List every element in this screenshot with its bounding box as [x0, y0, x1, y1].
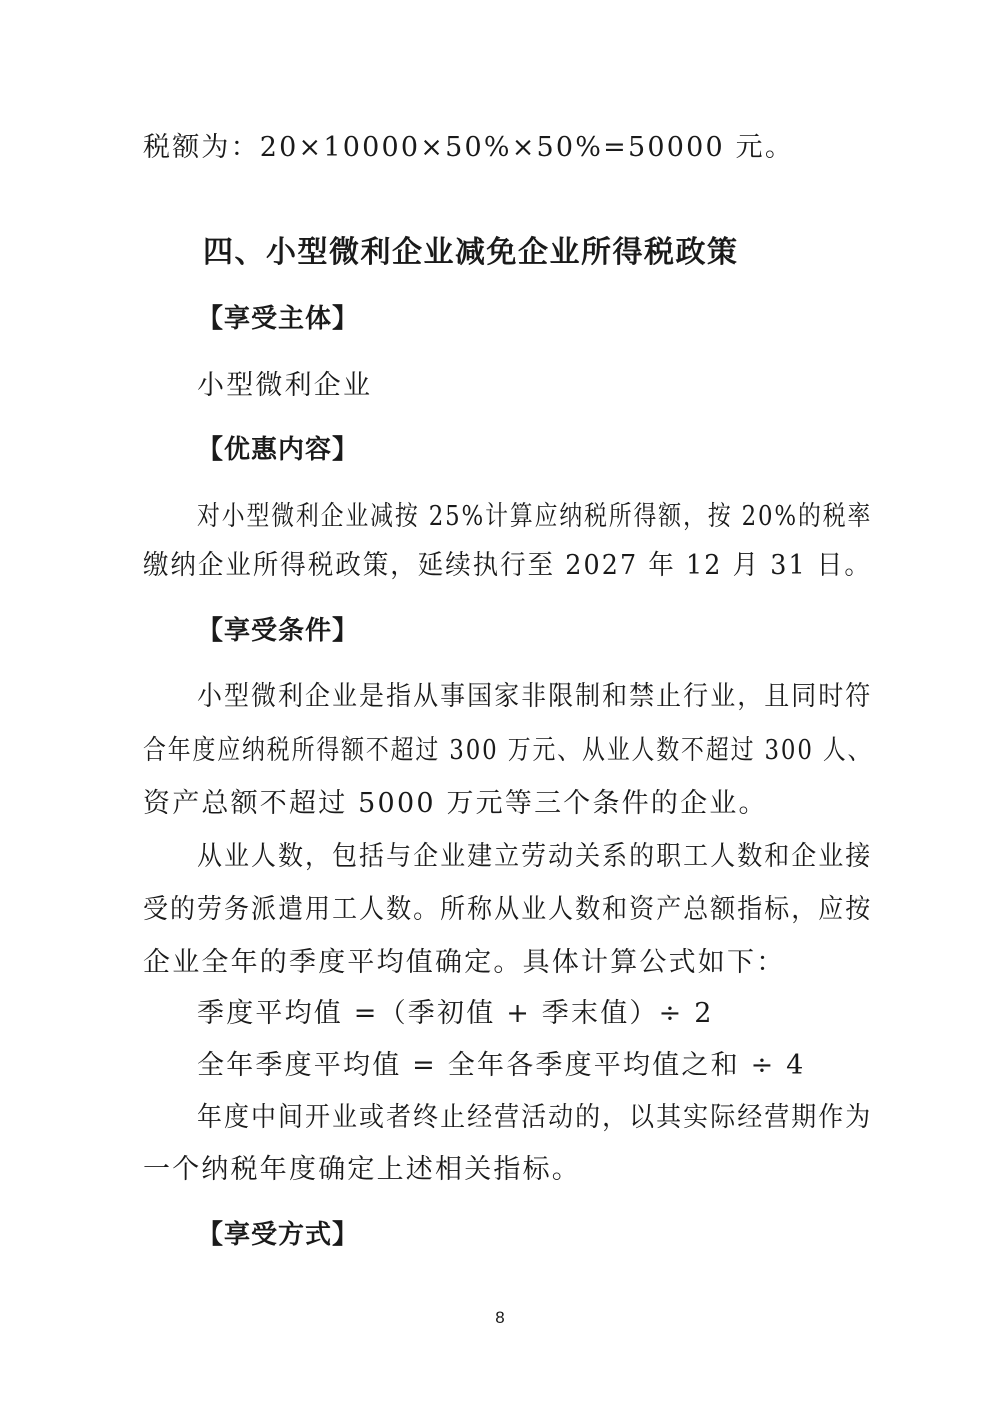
paragraph-midyear-line-2: 一个纳税年度确定上述相关指标。 [143, 1154, 581, 1185]
formula-quarterly-average: 季度平均值 =（季初值 + 季末值）÷ 2 [197, 998, 714, 1029]
paragraph-conditions-line-1: 小型微利企业是指从事国家非限制和禁止行业，且同时符 [197, 681, 873, 712]
subheading-beneficiary: 【享受主体】 [197, 304, 360, 334]
subheading-content: 【优惠内容】 [197, 435, 360, 465]
paragraph-employees-line-3: 企业全年的季度平均值确定。具体计算公式如下： [143, 947, 786, 978]
paragraph-beneficiary: 小型微利企业 [197, 370, 373, 401]
paragraph-content-line-1: 对小型微利企业减按 25%计算应纳税所得额，按 20%的税率 [197, 501, 873, 532]
page-number: 8 [495, 1308, 505, 1327]
paragraph-employees-line-1: 从业人数，包括与企业建立劳动关系的职工人数和企业接 [197, 841, 873, 872]
formula-annual-average: 全年季度平均值 = 全年各季度平均值之和 ÷ 4 [197, 1050, 806, 1081]
tax-amount-line: 税额为：20×10000×50%×50%=50000 元。 [143, 132, 795, 163]
paragraph-employees-line-2: 受的劳务派遣用工人数。所称从业人数和资产总额指标，应按 [143, 894, 873, 925]
paragraph-conditions-line-2: 合年度应纳税所得额不超过 300 万元、从业人数不超过 300 人、 [143, 735, 873, 766]
section-heading: 四、小型微利企业减免企业所得税政策 [203, 235, 739, 270]
subheading-conditions: 【享受条件】 [197, 616, 360, 646]
subheading-method: 【享受方式】 [197, 1220, 360, 1250]
paragraph-midyear-line-1: 年度中间开业或者终止经营活动的，以其实际经营期作为 [197, 1102, 873, 1133]
paragraph-conditions-line-3: 资产总额不超过 5000 万元等三个条件的企业。 [143, 788, 768, 819]
paragraph-content-line-2: 缴纳企业所得税政策，延续执行至 2027 年 12 月 31 日。 [143, 550, 872, 581]
